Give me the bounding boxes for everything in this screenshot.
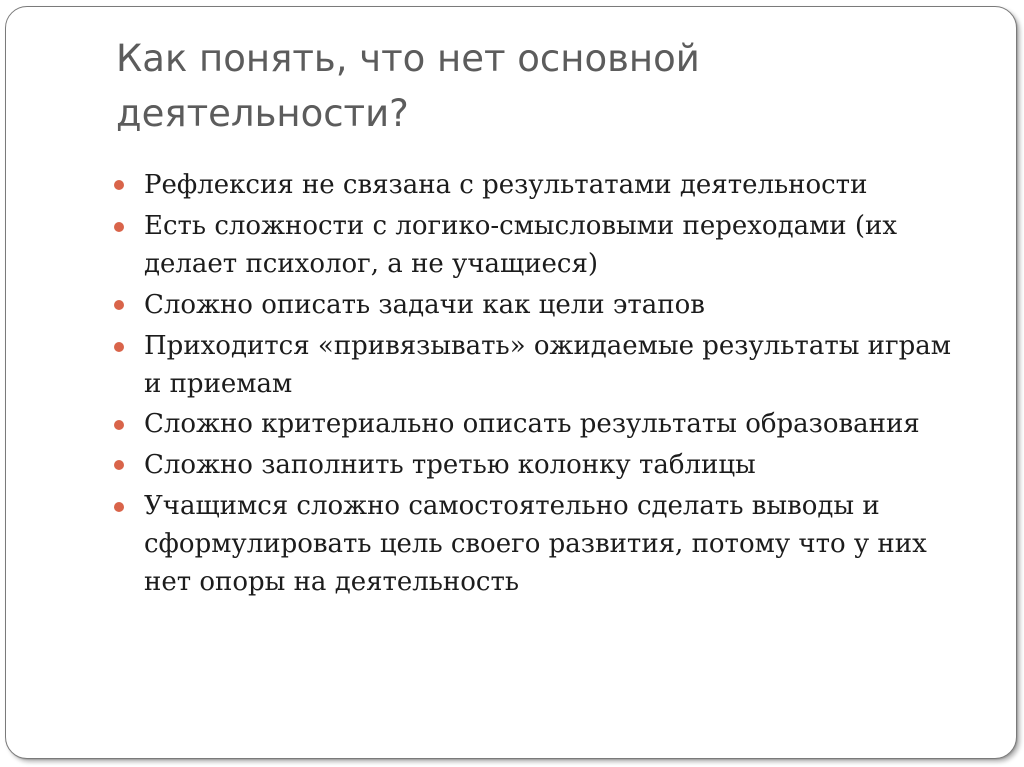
slide — [5, 6, 1017, 759]
bullet-dot-icon — [114, 180, 124, 190]
bullet-list — [114, 165, 974, 603]
bullet-text: Сложно описать задачи как цели этапов — [144, 290, 705, 320]
bullet-text: Сложно заполнить третью колонку таблицы — [144, 450, 756, 480]
bullet-dot-icon — [114, 420, 124, 430]
bullet-dot-icon — [114, 460, 124, 470]
bullet-item — [114, 327, 974, 403]
bullet-text: Учащимся сложно самостоятельно сделать выводы и сформулировать цель своего развития, потому что у них нет опоры на деятельность — [144, 491, 927, 597]
bullet-dot-icon — [114, 222, 124, 232]
bullet-item — [114, 445, 974, 485]
bullet-item — [114, 487, 974, 601]
bullet-item — [114, 405, 974, 443]
bullet-text: Приходится «привязывать» ожидаемые результаты играм и приемам — [144, 331, 951, 399]
bullet-text: Есть сложности с логико-смысловыми переходами (их делает психолог, а не учащиеся) — [144, 211, 898, 279]
bullet-text: Сложно критериально описать результаты образования — [144, 409, 920, 439]
bullet-item — [114, 165, 974, 205]
bullet-dot-icon — [114, 300, 124, 310]
bullet-item — [114, 207, 974, 283]
bullet-item — [114, 285, 974, 325]
slide-title: Как понять, что нет основной деятельности? — [116, 37, 700, 135]
bullet-dot-icon — [114, 342, 124, 352]
bullet-text: Рефлексия не связана с результатами деятельности — [144, 170, 868, 200]
bullet-dot-icon — [114, 502, 124, 512]
